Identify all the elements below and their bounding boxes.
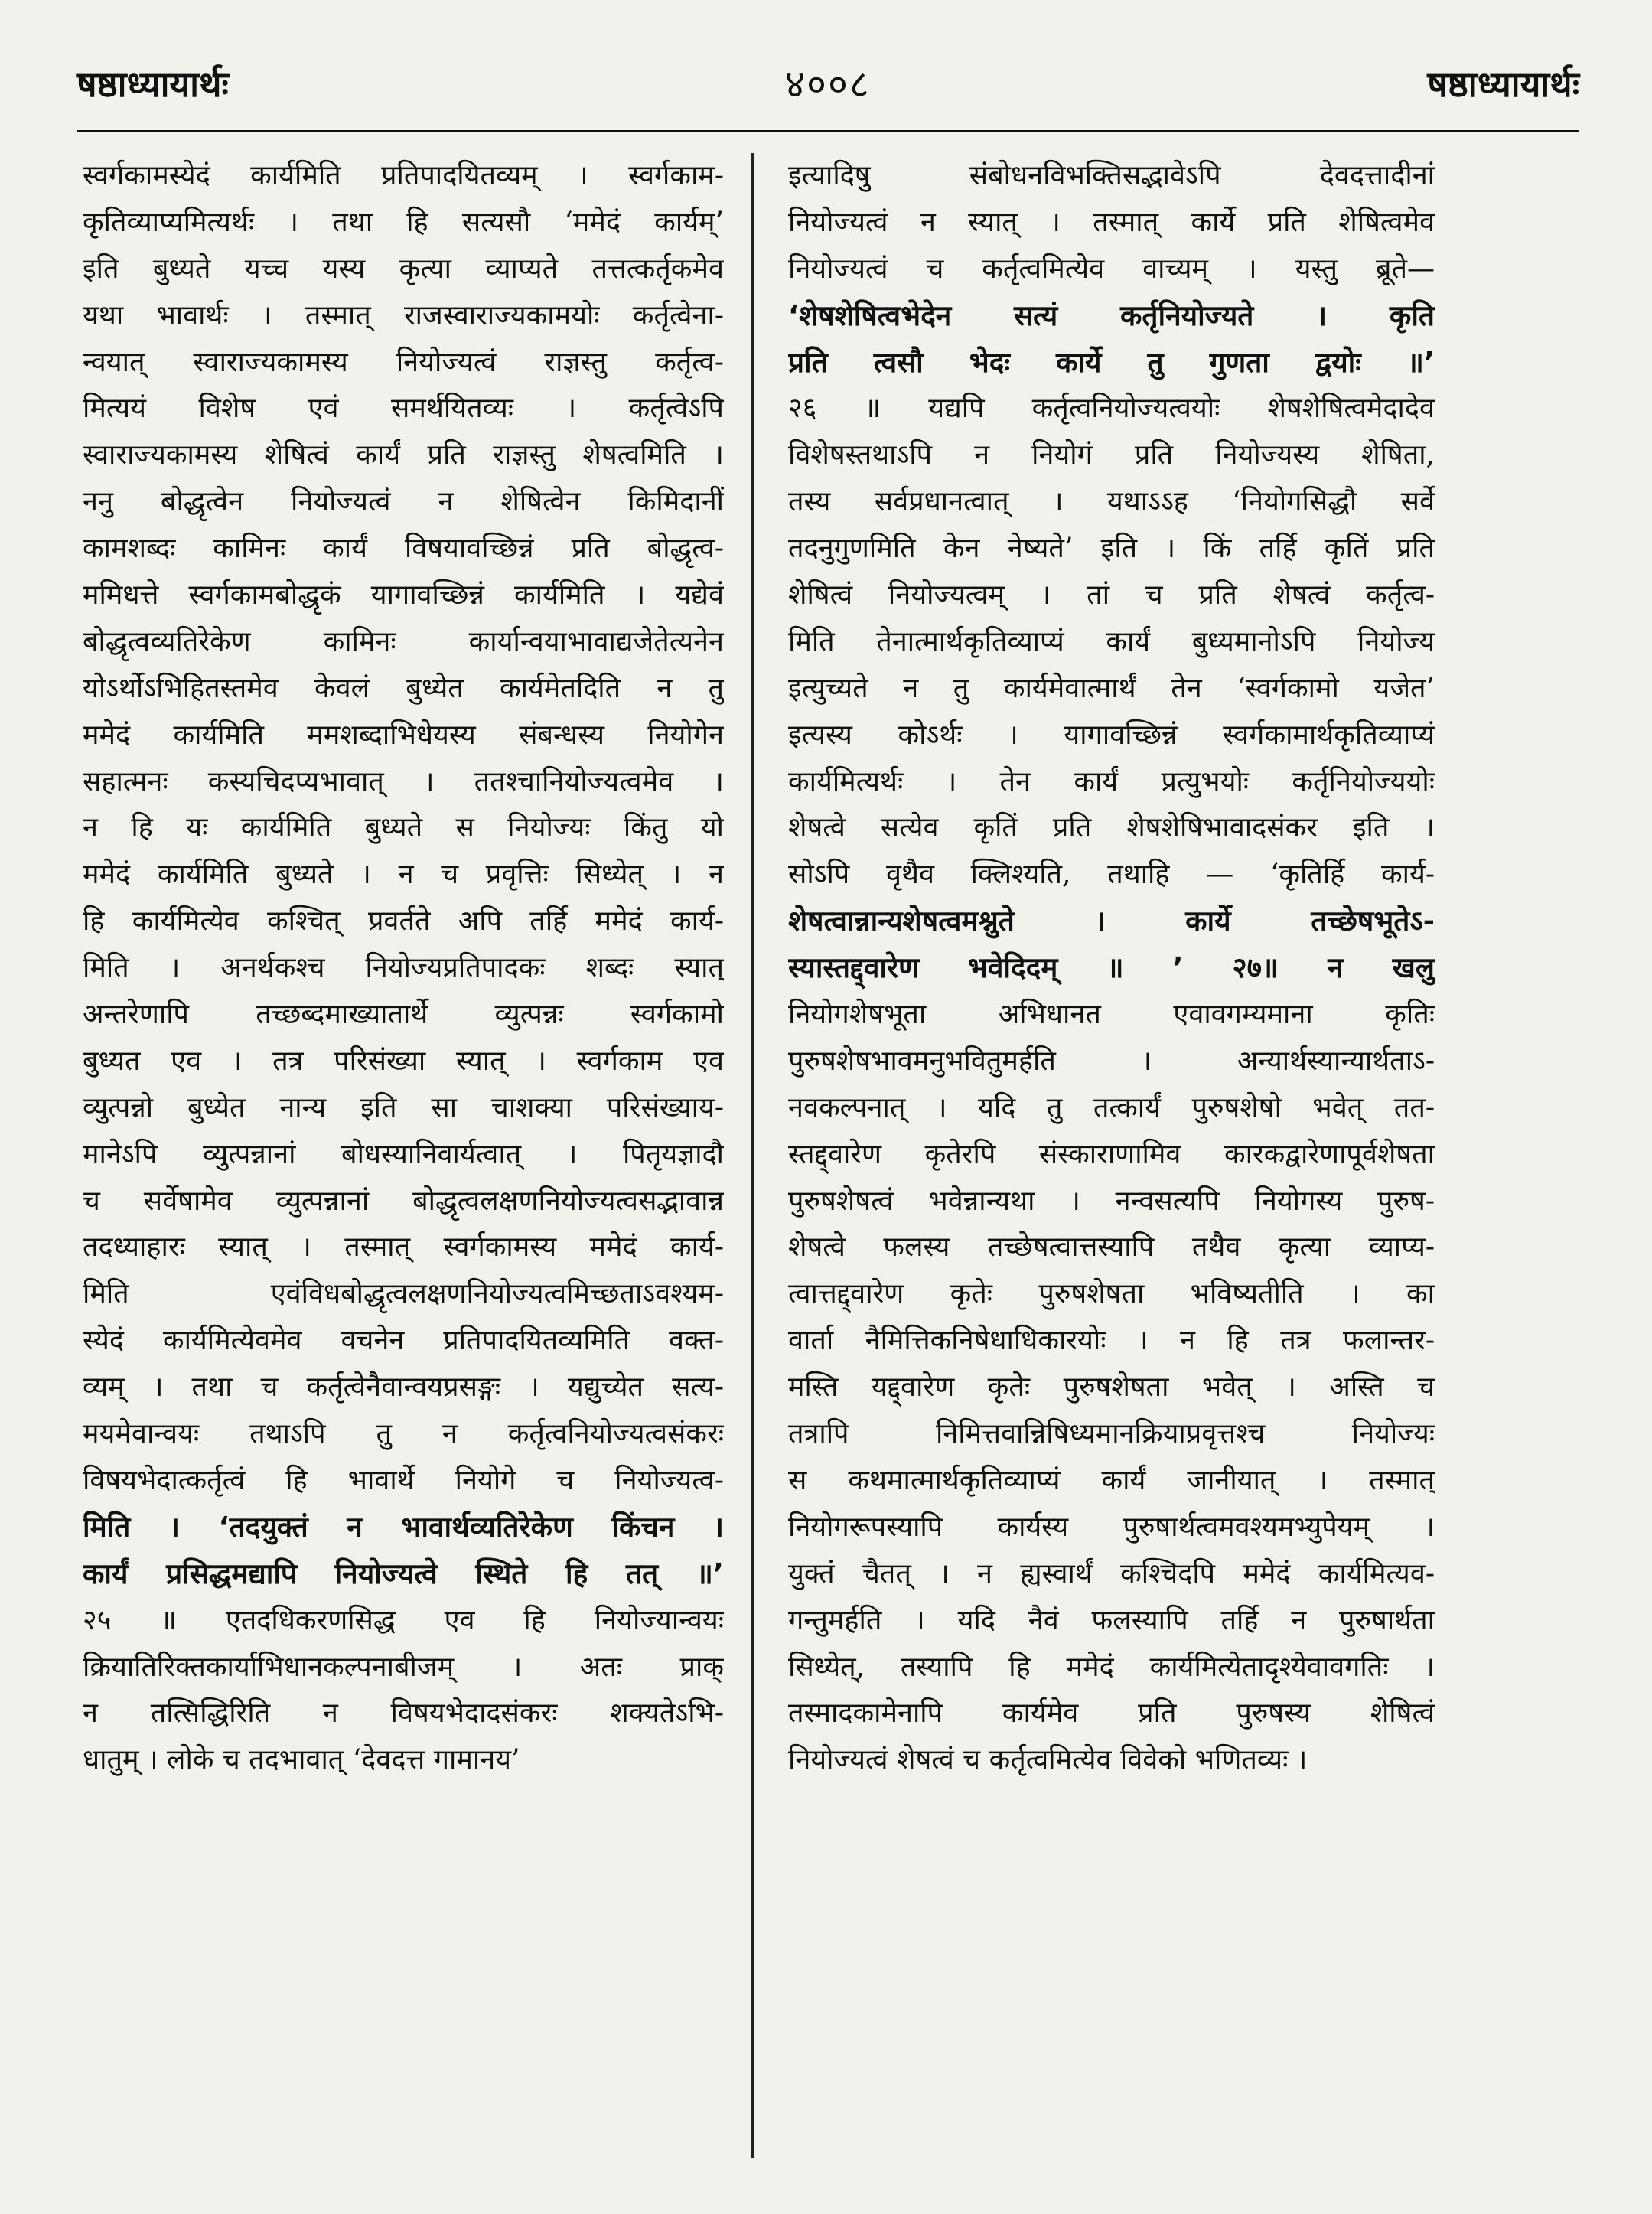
text-line: स्वर्गकामस्येदं कार्यमिति प्रतिपादयितव्यम् । स्वर्गकाम-: [83, 160, 724, 191]
text-line: इत्युच्यते न तु कार्यमेवात्मार्थं तेन ‘स्वर्गकामो यजेत’: [788, 672, 1435, 704]
text-line: मानेऽपि व्युत्पन्नानां बोधस्यानिवार्यत्वात् । पितृयज्ञादौ: [83, 1138, 724, 1170]
page-number: ४००८: [785, 62, 871, 106]
text-line: इत्यादिषु संबोधनविभक्तिसद्भावेऽपि देवदत्तादीनां: [788, 160, 1435, 191]
text-line: मिति तेनात्मार्थकृतिव्याप्यं कार्यं बुध्यमानोऽपि नियोज्य: [788, 625, 1435, 657]
text-line: तस्मादकामेनापि कार्यमेव प्रति पुरुषस्य शेषित्वं: [788, 1697, 1435, 1730]
text-line: कार्यं प्रसिद्धमद्यापि नियोज्यत्वे स्थिते हि तत् ॥’: [83, 1557, 724, 1590]
text-line: मिति । ‘तदयुक्तं न भावार्थव्यतिरेकेण किंचन ।: [83, 1510, 724, 1544]
text-line: पुरुषशेषभावमनुभवितुमर्हति । अन्यार्थस्यान्यार्थताऽ-: [788, 1045, 1435, 1077]
text-line: विशेषस्तथाऽपि न नियोगं प्रति नियोज्यस्य शेषिता,: [788, 439, 1435, 471]
text-line: तदनुगुणमिति केन नेष्यते’ इति । किं तर्हि कृतिं प्रति: [788, 533, 1435, 565]
text-line: न्वयात् स्वाराज्यकामस्य नियोज्यत्वं राज्ञस्तु कर्तृत्व-: [83, 346, 724, 378]
text-line: न हि यः कार्यमिति बुध्यते स नियोज्यः किंतु यो: [83, 812, 724, 844]
text-line: मिति । अनर्थकश्च नियोज्यप्रतिपादकः शब्दः स्यात्: [83, 952, 724, 984]
text-line: व्यम् । तथा च कर्तृत्वेनैवान्वयप्रसङ्गः । यद्युच्येत सत्य-: [83, 1371, 724, 1404]
text-line: न तत्सिद्धिरिति न विषयभेदादसंकरः शक्यतेऽभि-: [83, 1697, 724, 1730]
text-line: नियोगशेषभूता अभिधानत एवावगम्यमाना कृतिः: [788, 999, 1435, 1031]
text-line: विषयभेदात्कर्तृत्वं हि भावार्थे नियोगे च नियोज्यत्व-: [83, 1464, 724, 1496]
text-line: स कथमात्मार्थकृतिव्याप्यं कार्यं जानीयात् । तस्मात्: [788, 1464, 1435, 1496]
text-line: योऽर्थोऽभिहितस्तमेव केवलं बुध्येत कार्यमेतदिति न तु: [83, 672, 724, 704]
text-line: स्येदं कार्यमित्येवमेव वचनेन प्रतिपादयितव्यमिति वक्त-: [83, 1325, 724, 1357]
text-line: २५ ॥ एतदधिकरणसिद्ध एव हि नियोज्यान्वयः: [83, 1604, 724, 1636]
text-line: शेषत्वे फलस्य तच्छेषत्वात्तस्यापि तथैव कृत्या व्याप्य-: [788, 1231, 1435, 1264]
text-line: २६ ॥ यद्यपि कर्तृत्वनियोज्यत्वयोः शेषशेषित्वमेदादेव: [788, 393, 1435, 425]
text-line: कार्यमित्यर्थः । तेन कार्यं प्रत्युभयोः कर्तृनियोज्ययोः: [788, 765, 1435, 797]
text-line: वार्ता नैमित्तिकनिषेधाधिकारयोः । न हि तत्र फलान्तर-: [788, 1325, 1435, 1357]
text-line: स्यास्तद्द्वारेण भवेदिदम् ॥ ’ २७॥ न खलु: [788, 951, 1435, 985]
header-rule: [77, 130, 1579, 132]
text-line: ‘शेषशेषित्वभेदेन सत्यं कर्तृनियोज्यते । कृति: [788, 298, 1435, 332]
text-line: सहात्मनः कस्यचिदप्यभावात् । ततश्चानियोज्यत्वमेव ।: [83, 765, 724, 797]
text-line: तदध्याहारः स्यात् । तस्मात् स्वर्गकामस्य ममेदं कार्य-: [83, 1231, 724, 1264]
text-line: मयमेवान्वयः तथाऽपि तु न कर्तृत्वनियोज्यत्वसंकरः: [83, 1418, 724, 1450]
text-line: सिध्येत्, तस्यापि हि ममेदं कार्यमित्येतादृश्येवावगतिः ।: [788, 1651, 1435, 1683]
text-line: हि कार्यमित्येव कश्चित् प्रवर्तते अपि तर्हि ममेदं कार्य-: [83, 905, 724, 937]
text-line: यथा भावार्थः । तस्मात् राजस्वाराज्यकामयोः कर्तृत्वेना-: [83, 299, 724, 331]
text-line: अन्तरेणापि तच्छब्दमाख्यातार्थे व्युत्पन्नः स्वर्गकामो: [83, 999, 724, 1031]
text-line: बुध्यत एव । तत्र परिसंख्या स्यात् । स्वर्गकाम एव: [83, 1045, 724, 1077]
text-line: नवकल्पनात् । यदि तु तत्कार्यं पुरुषशेषो भवेत् तत-: [788, 1091, 1435, 1123]
text-line: मिति एवंविधबोद्धृत्वलक्षणनियोज्यत्वमिच्छताऽवश्यम-: [83, 1278, 724, 1310]
text-line: स्तद्द्वारेण कृतेरपि संस्काराणामिव कारकद्वारेणापूर्वशेषता: [788, 1138, 1435, 1170]
text-line: त्वात्तद्द्वारेण कृतेः पुरुषशेषता भविष्यतीति । का: [788, 1278, 1435, 1310]
text-line: कृतिव्याप्यमित्यर्थः । तथा हि सत्यसौ ‘ममेदं कार्यम्’: [83, 206, 724, 238]
text-line: प्रति त्वसौ भेदः कार्ये तु गुणता द्वयोः ॥’: [788, 345, 1435, 379]
text-line: नियोज्यत्वं शेषत्वं च कर्तृत्वमित्येव विवेको भणितव्यः ।: [788, 1744, 1308, 1776]
text-line: सोऽपि वृथैव क्लिश्यति, तथाहि — ‘कृतिर्हि कार्य-: [788, 859, 1435, 891]
text-line: इत्यस्य कोऽर्थः । यागावच्छिन्नं स्वर्गकामार्थकृतिव्याप्यं: [788, 719, 1435, 751]
text-line: गन्तुमर्हति । यदि नैवं फलस्यापि तर्हि न पुरुषार्थता: [788, 1604, 1435, 1636]
text-line: नियोज्यत्वं न स्यात् । तस्मात् कार्ये प्रति शेषित्वमेव: [788, 206, 1435, 238]
column-divider: [751, 153, 754, 2158]
text-line: शेषत्वान्नान्यशेषत्वमश्नुते । कार्ये तच्छेषभूतेऽ-: [788, 905, 1435, 938]
text-line: ममेदं कार्यमिति बुध्यते । न च प्रवृत्तिः सिध्येत् । न: [83, 859, 724, 891]
text-line: तस्य सर्वप्रधानत्वात् । यथाऽऽह ‘नियोगसिद्धौ सर्वे: [788, 486, 1435, 518]
right-column: [788, 153, 1435, 2166]
left-column: [83, 153, 724, 2166]
text-line: मित्ययं विशेष एवं समर्थयितव्यः । कर्तृत्वेऽपि: [83, 393, 724, 425]
text-line: शेषत्वे सत्येव कृतिं प्रति शेषशेषिभावादसंकर इति ।: [788, 812, 1435, 844]
text-line: नियोज्यत्वं च कर्तृत्वमित्येव वाच्यम् । यस्तु ब्रूते—: [788, 253, 1435, 285]
text-line: मस्ति यद्द्वारेण कृतेः पुरुषशेषता भवेत् । अस्ति च: [788, 1371, 1435, 1404]
text-line: व्युत्पन्नो बुध्येत नान्य इति सा चाशक्या परिसंख्याय-: [83, 1091, 724, 1123]
text-line: ननु बोद्धृत्वेन नियोज्यत्वं न शेषित्वेन किमिदानीं: [83, 486, 724, 518]
text-line: धातुम् । लोके च तदभावात् ‘देवदत्त गामानय’: [83, 1744, 520, 1776]
text-line: इति बुध्यते यच्च यस्य कृत्या व्याप्यते तत्तत्कर्तृकमेव: [83, 253, 724, 285]
running-title-right: षष्ठाध्यायार्थः: [1427, 64, 1579, 105]
page-header: [77, 54, 1579, 122]
text-line: क्रियातिरिक्तकार्याभिधानकल्पनाबीजम् । अतः प्राक्: [83, 1651, 724, 1683]
text-line: नियोगरूपस्यापि कार्यस्य पुरुषार्थत्वमवश्यमभ्युपेयम् ।: [788, 1511, 1435, 1543]
text-line: पुरुषशेषत्वं भवेन्नान्यथा । नन्वसत्यपि नियोगस्य पुरुष-: [788, 1185, 1435, 1217]
text-line: ममिधत्ते स्वर्गकामबोद्धृकं यागावच्छिन्नं कार्यमिति । यद्येवं: [83, 579, 724, 611]
text-line: च सर्वेषामेव व्युत्पन्नानां बोद्धृत्वलक्षणनियोज्यत्वसद्भावान्न: [83, 1185, 724, 1217]
text-line: तत्रापि निमित्तवान्निषिध्यमानक्रियाप्रवृत्तश्च नियोज्यः: [788, 1418, 1435, 1450]
text-line: बोद्धृत्वव्यतिरेकेण कामिनः कार्यान्वयाभावाद्यजेतेत्यनेन: [83, 625, 724, 657]
text-line: युक्तं चैतत् । न ह्यस्वार्थं कश्चिदपि ममेदं कार्यमित्यव-: [788, 1557, 1435, 1590]
text-line: शेषित्वं नियोज्यत्वम् । तां च प्रति शेषत्वं कर्तृत्व-: [788, 579, 1435, 611]
running-title-left: षष्ठाध्यायार्थः: [77, 64, 229, 105]
text-line: कामशब्दः कामिनः कार्यं विषयावच्छिन्नं प्रति बोद्धृत्व-: [83, 533, 724, 565]
text-line: स्वाराज्यकामस्य शेषित्वं कार्यं प्रति राज्ञस्तु शेषत्वमिति ।: [83, 439, 724, 471]
text-line: ममेदं कार्यमिति ममशब्दाभिधेयस्य संबन्धस्य नियोगेन: [83, 719, 724, 751]
